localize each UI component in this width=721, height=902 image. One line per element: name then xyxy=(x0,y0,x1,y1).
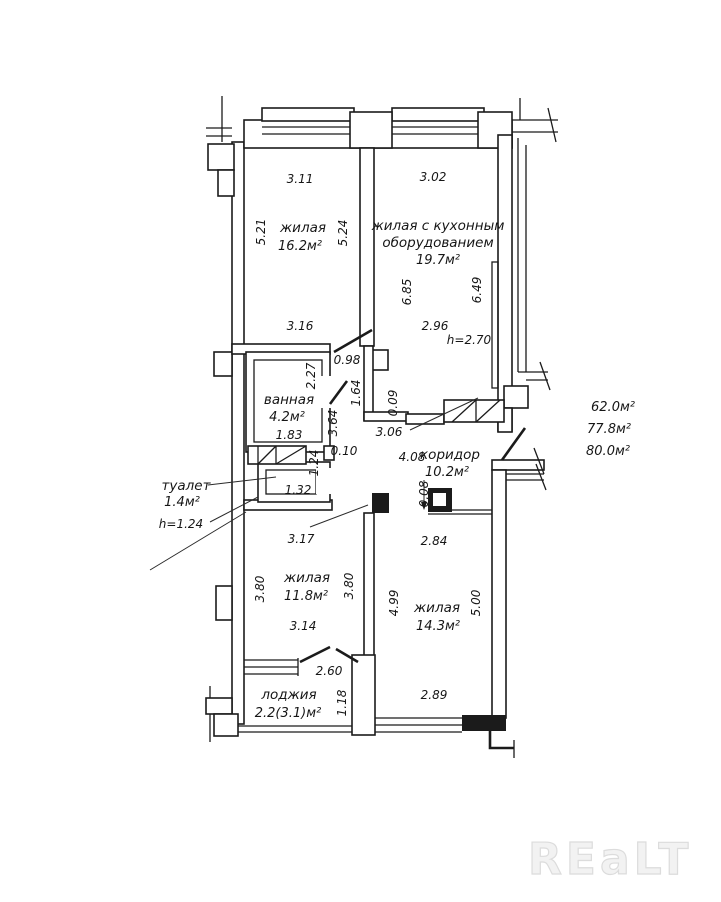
living3-area: 14.3м² xyxy=(416,619,460,634)
living3-dim-top: 2.84 xyxy=(420,534,448,548)
living2-dim-right: 3.80 xyxy=(342,572,356,600)
living3-dim-right: 5.00 xyxy=(469,589,483,617)
loggia-area: 2.2(3.1)м² xyxy=(254,706,322,721)
corridor-dim-top: 3.06 xyxy=(375,425,403,439)
living2-dim-left: 3.80 xyxy=(253,575,267,603)
living2-name: жилая xyxy=(284,570,330,586)
kitchen-living-ceiling-height: h=2.70 xyxy=(446,333,492,347)
bathroom-dim-right-top: 2.27 xyxy=(304,362,318,390)
corridor-dim-nook-height: 1.64 xyxy=(349,379,363,407)
corridor-dim-step: 0.08 xyxy=(417,480,431,508)
living1-name: жилая xyxy=(280,220,326,236)
living1-dim-top: 3.11 xyxy=(286,172,314,186)
corridor-dim-nook-width: 0.98 xyxy=(333,353,361,367)
bathroom-area: 4.2м² xyxy=(269,410,305,425)
loggia-name: лоджия xyxy=(261,687,317,703)
bathroom-dim-right: 3.64 xyxy=(326,409,340,437)
summary-line2: 77.8м² xyxy=(587,422,631,437)
living3-dim-bottom: 2.89 xyxy=(420,688,448,702)
bathroom-dim-width: 1.83 xyxy=(275,428,303,442)
toilet-area: 1.4м² xyxy=(164,495,200,510)
toilet-dim-height: 1.24 xyxy=(307,449,321,477)
bathroom-name: ванная xyxy=(263,392,315,408)
corridor-dim-main: 4.08 xyxy=(398,450,426,464)
living1-dim-bottom: 3.16 xyxy=(286,319,314,333)
toilet-name: туалет xyxy=(161,478,211,494)
summary-line3: 80.0м² xyxy=(586,444,630,459)
kitchen-living-dim-bottom: 2.96 xyxy=(421,319,449,333)
loggia-dim-height: 1.18 xyxy=(335,689,349,717)
corridor-name: коридор xyxy=(420,447,480,463)
corridor-dim-gap: 0.10 xyxy=(330,444,358,458)
summary-line1: 62.0м² xyxy=(591,400,635,415)
toilet-dim-width: 1.32 xyxy=(284,483,312,497)
kitchen-living-name-line1: жилая с кухонным xyxy=(371,218,505,234)
corridor-dim-wall: 0.09 xyxy=(386,389,400,417)
kitchen-living-name-line2: оборудованием xyxy=(382,235,494,251)
living1-dim-left: 5.21 xyxy=(254,218,268,246)
area-summary xyxy=(586,400,635,459)
living1-dim-right: 5.24 xyxy=(336,219,350,247)
wall-break-ticks xyxy=(534,108,556,490)
kitchen-living-dim-right: 6.49 xyxy=(470,276,484,304)
kitchen-living-area: 19.7м² xyxy=(416,253,460,268)
living2-dim-top: 3.17 xyxy=(287,532,315,546)
kitchen-living-dim-top: 3.02 xyxy=(419,170,447,184)
entrance-door-block xyxy=(444,400,504,422)
loggia-dim-width: 2.60 xyxy=(315,664,343,678)
kitchen-living-dim-left: 6.85 xyxy=(400,278,414,306)
toilet-ceiling-height: h=1.24 xyxy=(158,517,204,531)
living2-area: 11.8м² xyxy=(284,589,328,604)
corridor-area: 10.2м² xyxy=(425,465,469,480)
living2-dim-bottom: 3.14 xyxy=(289,619,317,633)
living3-dim-left: 4.99 xyxy=(387,589,401,617)
realt-watermark: REaLT xyxy=(528,834,693,885)
living1-area: 16.2м² xyxy=(278,239,322,254)
living3-name: жилая xyxy=(414,600,460,616)
